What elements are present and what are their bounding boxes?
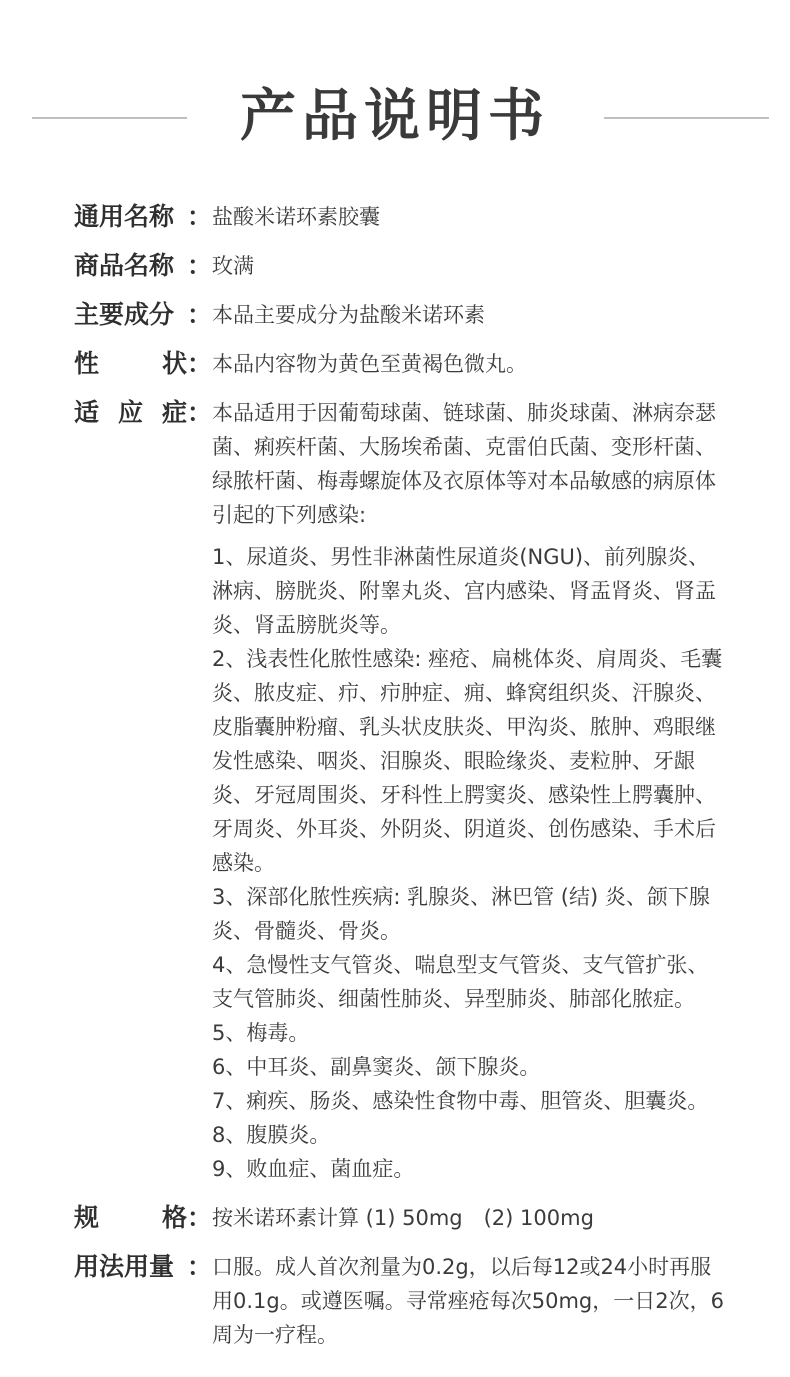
indication-item: 8、腹膜炎。 bbox=[212, 1123, 331, 1147]
field-value: 玫满 bbox=[212, 254, 254, 278]
field-brand-name bbox=[74, 249, 724, 283]
indication-item: 4、急慢性支气管炎、喘息型支气管炎、支气管扩张、支气管肺炎、细菌性肺炎、异型肺炎、肺部化脓症。 bbox=[212, 953, 709, 1011]
field-value: 本品主要成分为盐酸米诺环素 bbox=[212, 303, 485, 327]
field-label: 主要成分 ： bbox=[74, 300, 212, 329]
field-value: 本品内容物为黄色至黄褐色微丸。 bbox=[212, 352, 527, 376]
field-label: 适 应 症： bbox=[74, 398, 212, 427]
field-generic-name bbox=[74, 200, 724, 234]
field-specification bbox=[74, 1201, 724, 1235]
indication-item: 3、深部化脓性疾病: 乳腺炎、淋巴管 (结) 炎、颌下腺炎、骨髓炎、骨炎。 bbox=[212, 885, 710, 943]
indication-item: 2、浅表性化脓性感染: 痤疮、扁桃体炎、肩周炎、毛囊炎、脓皮症、疖、疖肿症、痈、蜂窝组织炎、汗腺炎、皮脂囊肿粉瘤、乳头状皮肤炎、甲沟炎、脓肿、鸡眼继发性感染、咽炎、泪腺炎、眼睑缘炎、麦粒肿、牙龈炎、牙冠周围炎、牙科性上腭窦炎、感染性上腭囊肿、牙周炎、外耳炎、外阴炎、阴道炎、创伤感染、手术后感染。 bbox=[212, 647, 723, 875]
field-dosage bbox=[74, 1250, 724, 1352]
indications-intro: 本品适用于因葡萄球菌、链球菌、肺炎球菌、淋病奈瑟菌、痢疾杆菌、大肠埃希菌、克雷伯氏菌、变形杆菌、绿脓杆菌、梅毒螺旋体及衣原体等对本品敏感的病原体引起的下列感染: bbox=[212, 401, 716, 527]
indication-item: 1、尿道炎、男性非淋菌性尿道炎(NGU)、前列腺炎、淋病、膀胱炎、附睾丸炎、宫内感染、肾盂肾炎、肾盂炎、肾盂膀胱炎等。 bbox=[212, 545, 716, 637]
field-value: 口服。成人首次剂量为0.2g，以后每12或24小时再服用0.1g。或遵医嘱。寻常痤疮每次50mg，一日2次，6周为一疗程。 bbox=[212, 1255, 724, 1347]
indication-item: 7、痢疾、肠炎、感染性食物中毒、胆管炎、胆囊炎。 bbox=[212, 1089, 709, 1113]
instructions-list bbox=[74, 200, 724, 1367]
title-divider-right bbox=[604, 117, 769, 119]
field-label: 商品名称 ： bbox=[74, 251, 212, 280]
field-label: 用法用量 ： bbox=[74, 1252, 212, 1281]
header bbox=[0, 0, 790, 170]
field-value: 盐酸米诺环素胶囊 bbox=[212, 205, 380, 229]
field-value bbox=[212, 396, 724, 1186]
indication-item: 6、中耳炎、副鼻窦炎、颌下腺炎。 bbox=[212, 1055, 541, 1079]
field-appearance bbox=[74, 347, 724, 381]
indication-item: 9、败血症、菌血症。 bbox=[212, 1157, 415, 1181]
field-value: 按米诺环素计算 (1) 50mg (2) 100mg bbox=[212, 1206, 594, 1230]
page-title: 产品说明书 bbox=[240, 84, 550, 149]
field-label: 性 状： bbox=[74, 349, 212, 378]
field-indications bbox=[74, 396, 724, 1186]
indication-item: 5、梅毒。 bbox=[212, 1021, 310, 1045]
field-label: 通用名称 ： bbox=[74, 202, 212, 231]
field-ingredients bbox=[74, 298, 724, 332]
field-label: 规 格： bbox=[74, 1203, 212, 1232]
